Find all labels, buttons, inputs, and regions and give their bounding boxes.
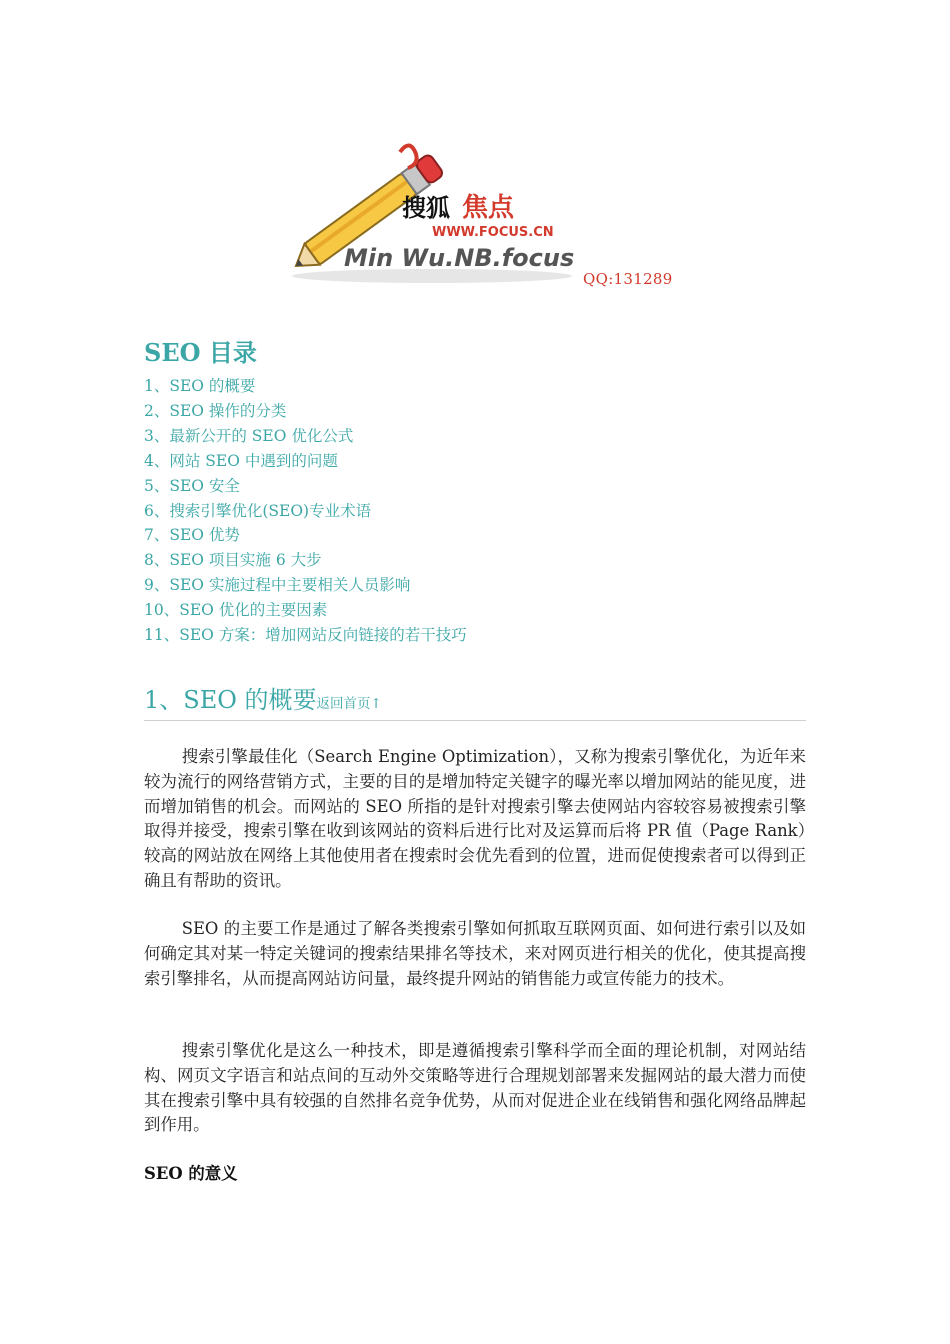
body-paragraph: 搜索引擎最佳化（Search Engine Optimization），又称为搜索引擎优化，为近年来较为流行的网络营销方式，主要的目的是增加特定关键字的曝光率以增加网站的能见度，进而增加销售的机会。而网站的 SEO 所指的是针对搜索引擎去使网站内容较容易被搜索引擎取得并接受，搜索引擎在收到该网站的资料后进行比对及运算而后将 PR 值（Page Rank）较高的网站放在网络上其他使用者在搜索时会优先看到的位置，进而促使搜索者可以得到正确且有帮助的资讯。 bbox=[144, 747, 806, 890]
body-paragraph: SEO 的主要工作是通过了解各类搜索引擎如何抓取互联网页面、如何进行索引以及如何确定其对某一特定关键词的搜索结果排名等技术，来对网页进行相关的优化，使其提高搜索引擎排名，从而提高网站访问量，最终提升网站的销售能力或宣传能力的技术。 bbox=[144, 919, 806, 988]
toc-item[interactable]: 1、SEO 的概要 bbox=[144, 377, 256, 395]
toc-title: SEO 目录 bbox=[144, 338, 257, 367]
toc-item[interactable]: 9、SEO 实施过程中主要相关人员影响 bbox=[144, 576, 411, 595]
toc-item[interactable]: 2、SEO 操作的分类 bbox=[144, 401, 287, 420]
toc-list bbox=[144, 374, 467, 648]
toc-item[interactable]: 11、SEO 方案：增加网站反向链接的若干技巧 bbox=[144, 626, 467, 645]
svg-text:焦点: 焦点 bbox=[462, 193, 515, 223]
toc-item[interactable]: 7、SEO 优势 bbox=[144, 526, 240, 545]
svg-text:WWW.FOCUS.CN: WWW.FOCUS.CN bbox=[432, 225, 554, 240]
pencil-icon bbox=[282, 134, 582, 286]
toc-item[interactable]: 5、SEO 安全 bbox=[144, 476, 240, 495]
qq-contact: QQ:131289 bbox=[583, 270, 673, 288]
svg-text:搜狐: 搜狐 bbox=[402, 194, 450, 222]
divider bbox=[144, 720, 806, 721]
focus-logo bbox=[282, 134, 582, 286]
toc-item[interactable]: 8、SEO 项目实施 6 大步 bbox=[144, 551, 322, 570]
toc-item[interactable]: 4、网站 SEO 中遇到的问题 bbox=[144, 451, 338, 470]
toc-item[interactable]: 10、SEO 优化的主要因素 bbox=[144, 601, 328, 620]
back-to-top-link[interactable]: 返回首页↑ bbox=[316, 696, 382, 712]
body-paragraph: 搜索引擎优化是这么一种技术，即是遵循搜索引擎科学而全面的理论机制，对网站结构、网页文字语言和站点间的互动外交策略等进行合理规划部署来发掘网站的最大潜力而使其在搜索引擎中具有较强的自然排名竞争优势，从而对促进企业在线销售和强化网络品牌起到作用。 bbox=[144, 1041, 806, 1135]
svg-text:Min Wu.NB.focus: Min Wu.NB.focus bbox=[344, 244, 575, 272]
section-title: 1、SEO 的概要 bbox=[144, 686, 317, 714]
section-heading bbox=[144, 680, 806, 715]
toc-item[interactable]: 6、搜索引擎优化(SEO)专业术语 bbox=[144, 501, 372, 520]
subsection-title: SEO 的意义 bbox=[144, 1164, 238, 1183]
toc-item[interactable]: 3、最新公开的 SEO 优化公式 bbox=[144, 426, 354, 445]
